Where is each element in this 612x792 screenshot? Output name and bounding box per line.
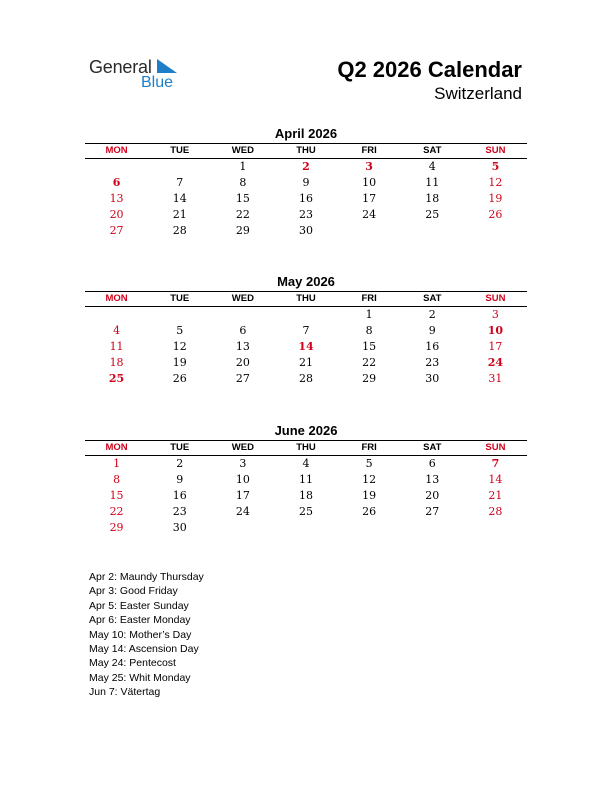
day-cell: 13 [425, 473, 440, 486]
day-cell: 29 [362, 372, 377, 385]
day-cell: 11 [109, 340, 124, 353]
week-row [85, 456, 527, 472]
day-cell: 4 [428, 160, 436, 173]
week-row [85, 339, 527, 355]
day-cell: 23 [298, 208, 313, 221]
day-cell: 13 [235, 340, 250, 353]
day-cell: 29 [235, 224, 250, 237]
weekday-label: MON [105, 293, 128, 304]
day-cell: 21 [298, 356, 313, 369]
logo-word-general: General [89, 57, 152, 77]
weekday-label: FRI [361, 293, 377, 304]
day-cell: 18 [298, 489, 313, 502]
day-cell: 17 [488, 340, 503, 353]
holiday-list [89, 570, 204, 700]
weekday-label: SUN [485, 442, 506, 453]
day-cell: 12 [172, 340, 187, 353]
day-cell: 24 [487, 356, 504, 369]
day-cell: 3 [239, 457, 247, 470]
day-cell: 27 [235, 372, 250, 385]
week-row [85, 323, 527, 339]
logo [89, 57, 199, 93]
day-cell: 26 [172, 372, 187, 385]
week-row [85, 307, 527, 323]
day-cell: 28 [488, 505, 503, 518]
day-cell: 1 [365, 308, 373, 321]
day-cell: 28 [172, 224, 187, 237]
day-cell: 30 [298, 224, 313, 237]
week-row [85, 371, 527, 387]
weekday-label: FRI [361, 442, 377, 453]
week-row [85, 159, 527, 175]
weekday-label: TUE [170, 145, 190, 156]
day-cell: 25 [108, 372, 125, 385]
day-cell [464, 520, 527, 536]
day-cell: 2 [428, 308, 436, 321]
day-cell: 12 [362, 473, 377, 486]
day-cell: 1 [239, 160, 247, 173]
day-cell: 13 [109, 192, 124, 205]
holiday-item: Apr 5: Easter Sunday [89, 599, 189, 612]
day-cell [401, 520, 464, 536]
month-block [85, 125, 527, 239]
week-row [85, 175, 527, 191]
day-cell [401, 223, 464, 239]
weekday-label: THU [296, 442, 316, 453]
holiday-item: May 10: Mother’s Day [89, 628, 192, 641]
day-cell: 11 [298, 473, 313, 486]
day-cell: 6 [428, 457, 436, 470]
day-cell: 7 [302, 324, 310, 337]
day-cell: 17 [235, 489, 250, 502]
day-cell: 30 [425, 372, 440, 385]
day-cell: 7 [491, 457, 500, 470]
day-cell: 16 [298, 192, 313, 205]
day-cell: 17 [362, 192, 377, 205]
week-row [85, 207, 527, 223]
day-cell: 16 [172, 489, 187, 502]
day-cell: 1 [113, 457, 121, 470]
day-cell: 18 [425, 192, 440, 205]
week-row [85, 472, 527, 488]
weekday-label: TUE [170, 442, 190, 453]
holiday-item: May 24: Pentecost [89, 657, 176, 670]
day-cell: 27 [109, 224, 124, 237]
weekday-label: THU [296, 145, 316, 156]
weekday-label: WED [231, 442, 254, 453]
week-row [85, 355, 527, 371]
weekday-label: FRI [361, 145, 377, 156]
day-cell: 9 [176, 473, 184, 486]
month-block [85, 422, 527, 536]
day-cell: 19 [172, 356, 187, 369]
day-cell: 26 [362, 505, 377, 518]
day-cell: 26 [488, 208, 503, 221]
weekday-header-row [85, 292, 527, 306]
day-cell: 7 [176, 176, 184, 189]
day-cell: 15 [362, 340, 377, 353]
day-cell: 31 [488, 372, 503, 385]
day-cell: 27 [425, 505, 440, 518]
weekday-header-row [85, 441, 527, 455]
day-cell: 21 [488, 489, 503, 502]
day-cell: 10 [235, 473, 250, 486]
day-cell: 11 [425, 176, 440, 189]
day-cell [338, 223, 401, 239]
day-cell: 25 [298, 505, 313, 518]
weekday-label: MON [105, 442, 128, 453]
holiday-item: Apr 6: Easter Monday [89, 614, 191, 627]
day-cell: 10 [487, 324, 504, 337]
day-cell: 28 [298, 372, 313, 385]
day-cell: 14 [172, 192, 187, 205]
day-cell: 30 [172, 521, 187, 534]
day-cell [85, 307, 148, 323]
weekday-label: WED [231, 145, 254, 156]
logo-triangle-icon [157, 59, 177, 73]
day-cell: 5 [176, 324, 184, 337]
logo-word-blue: Blue [141, 74, 174, 91]
day-cell: 15 [235, 192, 250, 205]
month-title: June 2026 [274, 423, 338, 438]
weekday-label: SUN [485, 145, 506, 156]
day-cell: 19 [362, 489, 377, 502]
day-cell: 12 [488, 176, 503, 189]
day-cell: 10 [362, 176, 377, 189]
day-cell [211, 307, 274, 323]
day-cell: 24 [362, 208, 377, 221]
day-cell [338, 520, 401, 536]
weekday-label: SUN [485, 293, 506, 304]
day-cell: 14 [488, 473, 503, 486]
day-cell: 3 [365, 160, 373, 173]
day-cell [274, 307, 337, 323]
day-cell [148, 307, 211, 323]
weekday-label: WED [231, 293, 254, 304]
day-cell: 8 [365, 324, 373, 337]
weekday-label: SAT [423, 442, 442, 453]
day-cell: 16 [425, 340, 440, 353]
day-cell: 18 [109, 356, 124, 369]
day-cell: 4 [302, 457, 310, 470]
weekday-header-row [85, 144, 527, 158]
day-cell [464, 223, 527, 239]
day-cell: 8 [113, 473, 121, 486]
day-cell: 20 [235, 356, 250, 369]
holiday-item: May 14: Ascension Day [89, 642, 199, 655]
day-cell: 3 [491, 308, 499, 321]
day-cell: 25 [425, 208, 440, 221]
day-cell: 22 [109, 505, 124, 518]
day-cell: 5 [491, 160, 500, 173]
page-subtitle: Switzerland [434, 84, 522, 103]
day-cell: 9 [302, 176, 310, 189]
week-row [85, 520, 527, 536]
day-cell: 20 [109, 208, 124, 221]
week-row [85, 488, 527, 504]
day-cell: 8 [239, 176, 247, 189]
week-row [85, 191, 527, 207]
day-cell: 6 [112, 176, 121, 189]
day-cell: 15 [109, 489, 124, 502]
weekday-label: SAT [423, 293, 442, 304]
day-cell [148, 159, 211, 175]
day-cell: 2 [302, 160, 310, 173]
holiday-item: Jun 7: Vätertag [89, 686, 161, 699]
week-row [85, 223, 527, 239]
week-row [85, 504, 527, 520]
day-cell: 23 [425, 356, 440, 369]
month-title: April 2026 [274, 126, 338, 141]
day-cell: 21 [172, 208, 187, 221]
day-cell: 2 [176, 457, 184, 470]
holiday-item: Apr 2: Maundy Thursday [89, 571, 204, 583]
page-title: Q2 2026 Calendar [337, 57, 522, 82]
day-cell: 24 [235, 505, 250, 518]
day-cell [274, 520, 337, 536]
day-cell: 9 [428, 324, 436, 337]
day-cell: 22 [235, 208, 250, 221]
day-cell: 22 [362, 356, 377, 369]
holiday-item: May 25: Whit Monday [89, 671, 191, 684]
day-cell: 23 [172, 505, 187, 518]
day-cell [211, 520, 274, 536]
weekday-label: SAT [423, 145, 442, 156]
month-block [85, 273, 527, 387]
day-cell: 20 [425, 489, 440, 502]
day-cell: 29 [109, 521, 124, 534]
day-cell: 5 [365, 457, 373, 470]
weekday-label: THU [296, 293, 316, 304]
day-cell: 4 [113, 324, 121, 337]
holiday-item: Apr 3: Good Friday [89, 585, 178, 598]
day-cell: 19 [488, 192, 503, 205]
day-cell: 6 [239, 324, 247, 337]
weekday-label: MON [105, 145, 128, 156]
day-cell: 14 [298, 340, 314, 353]
day-cell [85, 159, 148, 175]
month-title: May 2026 [277, 274, 335, 289]
weekday-label: TUE [170, 293, 190, 304]
